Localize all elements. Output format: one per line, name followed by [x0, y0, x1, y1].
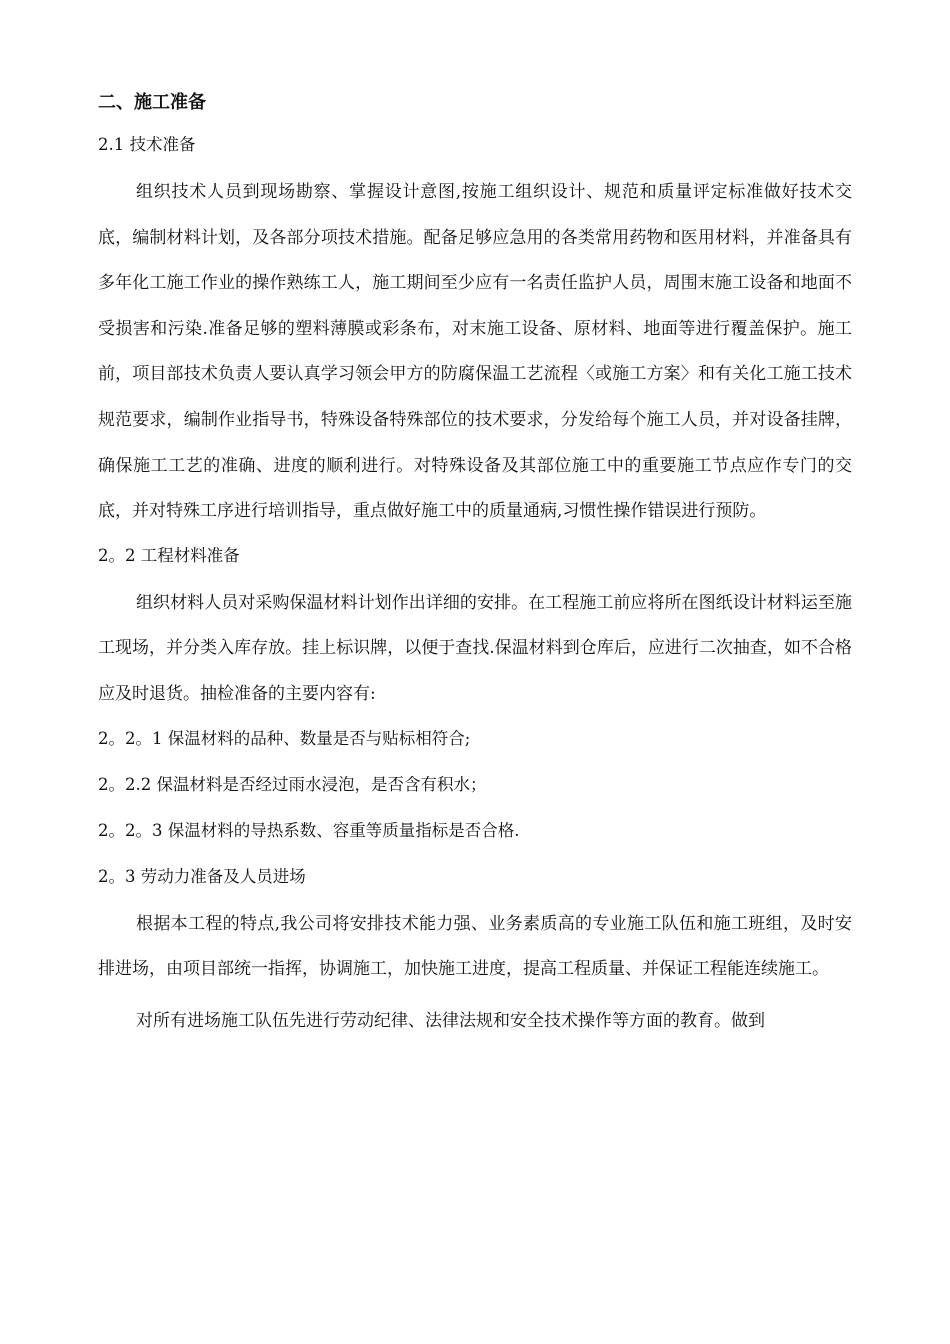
section-heading: 二、施工准备: [98, 92, 206, 113]
paragraph-material-preparation: 组织材料人员对采购保温材料计划作出详细的安排。在工程施工前应将所在图纸设计材料运至施工现场，并分类入库存放。挂上标识牌，以便于查找.保温材料到仓库后，应进行二次抽查，如不合格应及时退货。抽检准备的主要内容有:: [98, 592, 852, 704]
paragraph-education: 对所有进场施工队伍先进行劳动纪律、法律法规和安全技术操作等方面的教育。做到: [136, 1010, 765, 1031]
list-item-2-2-1: 2。2。1 保温材料的品种、数量是否与贴标相符合;: [98, 728, 471, 748]
paragraph-labor-preparation: 根据本工程的特点,我公司将安排技术能力强、业务素质高的专业施工队伍和施工班组，及时安排进场，由项目部统一指挥，协调施工，加快施工进度，提高工程质量、并保证工程能连续施工。: [98, 913, 852, 980]
subsection-title-2-2: 2。2 工程材料准备: [98, 545, 240, 565]
subsection-title-2-3: 2。3 劳动力准备及人员进场: [98, 866, 306, 886]
paragraph-technical-preparation: 组织技术人员到现场勘察、掌握设计意图,按施工组织设计、规范和质量评定标准做好技术交底，编制材料计划，及各部分项技术措施。配备足够应急用的各类常用药物和医用材料，并准备具有多年化工施工作业的操作熟练工人，施工期间至少应有一名责任监护人员，周围末施工设备和地面不受损害和污染.准备足够的塑料薄膜或彩条布，对末施工设备、原材料、地面等进行覆盖保护。施工前，项目部技术负责人要认真学习领会甲方的防腐保温工艺流程〈或施工方案〉和有关化工施工技术规范要求，编制作业指导书，特殊设备特殊部位的技术要求，分发给每个施工人员，并对设备挂牌，确保施工工艺的准确、进度的顺利进行。对特殊设备及其部位施工中的重要施工节点应作专门的交底，并对特殊工序进行培训指导，重点做好施工中的质量通病,习惯性操作错误进行预防。: [98, 182, 852, 522]
list-item-2-2-2: 2。2.2 保温材料是否经过雨水浸泡，是否含有积水；: [98, 774, 487, 794]
list-item-2-2-3: 2。2。3 保温材料的导热系数、容重等质量指标是否合格.: [98, 820, 520, 840]
document-body: [98, 88, 852, 1050]
subsection-title-2-1: 2.1 技术准备: [98, 135, 196, 154]
